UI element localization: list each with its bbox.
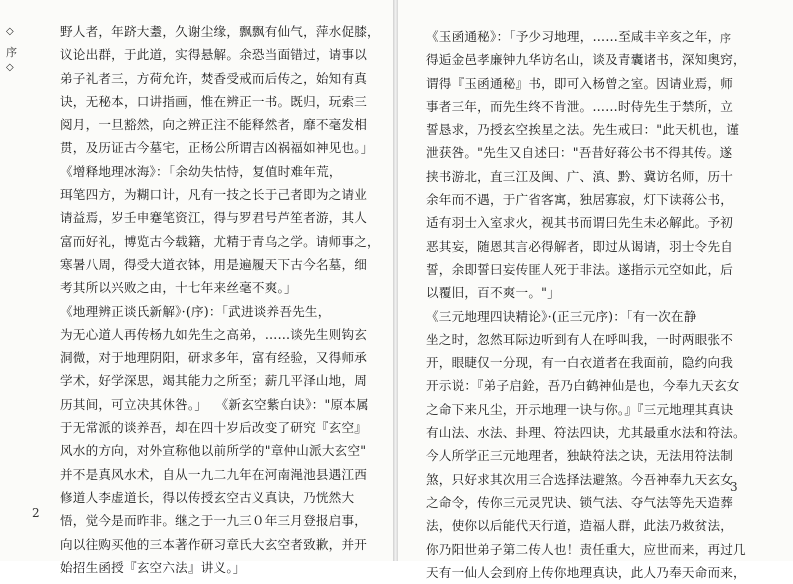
- right-page-text-line: 之命下来凡尘，开示地理一诀与你。』『三元地理其真诀: [426, 401, 734, 417]
- left-page-text-line: 议论出群，于此道，实得悬解。余恐当面错过，请事以: [60, 47, 368, 63]
- right-page: [398, 0, 793, 580]
- left-page-text-line: 富而好礼，博览古今载籍，尤精于青乌之学。请师事之，: [60, 233, 380, 249]
- right-page-text-line: 誓恳求，乃授玄空挨星之法。先生戒曰："此天机也，谨: [426, 122, 740, 138]
- right-page-text-line: 《玉函通秘》：「予少习地理，……至咸丰辛亥之年，: [426, 29, 721, 44]
- left-page-text-line: 为无心道人再传杨九如先生之高弟，……谈先生则钩玄: [60, 326, 368, 342]
- left-page-text-line: 《地理辨正谈氏新解》·(序)：「武进谈养吾先生，: [60, 303, 331, 319]
- left-page-text-line: 寒暑八周，得受大道衣钵，用是遍履天下古今名墓，细: [60, 256, 368, 272]
- left-page-text-line: 洞微，对于地理阴阳，研求多年，富有经验，又得师承: [60, 350, 368, 366]
- left-page-text-line: 《增释地理冰海》：「余幼失怙恃，复值时难年荒，: [60, 163, 342, 179]
- right-page-text-line: 泄获咎。"先生又自述曰："吾昔好蒋公书不得其传。遂: [426, 145, 733, 161]
- right-page-text-line: 你乃阳世弟子第二传人也！责任重大，应世而来，再过几: [426, 541, 746, 557]
- right-page-text-line: 天有一仙人会到府上传你地理真诀，此人乃奉天命而来，: [426, 564, 746, 580]
- left-page-text-line: 贯，及历证古今墓宅，正杨公所谓吉凶祸福如神见也。」: [60, 140, 374, 156]
- right-page-text-line: 有山法、水法、卦理、符法四诀，尤其最重水法和符法。: [426, 425, 746, 441]
- left-page-text-line: 风水的方向，对外宣称他以前所学的"章仲山派大玄空": [60, 443, 367, 459]
- right-page-text-line: 法，使你以后能代天行道，造福人群，此法乃救贫法，: [426, 518, 734, 534]
- left-page-text: [60, 20, 380, 579]
- right-page-text-line: 今人所学正三元地理者，独缺符法之诀，无法用符法制: [426, 448, 734, 464]
- left-page-text-line: 并不是真风水术，自从一九二九年在河南渑池县遇江西: [60, 466, 368, 482]
- right-page-text-line: 《三元地理四诀精论》·(正三元序)：「有一次在静: [426, 308, 697, 324]
- side-label-preface: 序: [720, 32, 731, 45]
- left-page: [0, 0, 393, 575]
- left-page-text-line: 于无常派的谈养吾，却在四十岁后改变了研究『玄空』: [60, 420, 368, 436]
- left-page-text-line: 阅月，一旦豁然，向之辨正注不能释然者，靡不毫发相: [60, 117, 368, 133]
- left-page-text-line: 历其间，可立决其休咎。」 《新玄空紫白诀》："原本属: [60, 396, 369, 412]
- left-page-text-line: 考其所以兴败之由，十七年来丝毫不爽。」: [60, 280, 297, 296]
- left-page-text-line: 珥笔四方，为糊口计，凡有一技之长于己者即为之请业: [60, 187, 368, 203]
- left-page-text-line: 诀，无秘本，口讲指画，惟在辨正一书。既归，玩索三: [60, 93, 368, 109]
- left-page-text-line: 修道人李虚道长，得以传授玄空古义真诀，乃恍然大: [60, 489, 355, 505]
- right-page-text-line: 之命令，传你三元灵咒诀、锁气法、夺气法等先天造葬: [426, 494, 734, 510]
- right-page-text-line: 谓得『玉函通秘』书，即可入杨曾之室。因请业焉，师: [426, 75, 734, 91]
- diamond-marker-icon: ◇: [6, 26, 14, 37]
- right-page-text-line: 煞，只好求其次用三合选择法避煞。今吾神奉九天玄女: [426, 471, 734, 487]
- right-page-text-line: 挟书游北，直三江及闽、广、滇、黔、冀访名师，历十: [426, 168, 734, 184]
- right-page-text-line: 开，眼睫仅一分现，有一白衣道者在我面前，隐约向我: [426, 355, 734, 371]
- side-label-preface: 序: [6, 46, 17, 59]
- left-page-text-line: 向以往购买他的三本著作研习章氏大玄空者致歉，并开: [60, 536, 368, 552]
- left-page-text-line: 野人者，年跻大耋，久谢尘缘，飘飘有仙气，萍水促膝，: [60, 24, 380, 39]
- left-page-text-line: 弟子礼者三，方荷允许，焚香受戒而后传之，始知有真: [60, 70, 368, 86]
- page-number-right: 3: [730, 480, 738, 494]
- right-page-text-line: 恶其妄，随恩其言必得解者，即过从谒请，羽士令先自: [426, 238, 734, 254]
- right-page-text-line: 事者三年，而先生终不肯泄。……时侍先生于禁所，立: [426, 98, 734, 114]
- right-page-text-line: 坐之时，忽然耳际边听到有人在呼叫我，一时两眼张不: [426, 331, 734, 347]
- right-page-text-line: 得逅金邑孝廉钟九华访名山，谈及青囊诸书，深知奥窍，: [426, 52, 746, 68]
- right-page-text: [426, 25, 746, 584]
- right-page-text-line: 余年而不遇，于广省客寓，独居寡寂，灯下读蒋公书，: [426, 192, 734, 208]
- diamond-marker-icon: ◇: [6, 62, 14, 73]
- left-page-text-line: 请益焉，岁壬申蹇笔资江，得与罗君号芦笙者游，其人: [60, 210, 368, 226]
- right-page-text-line: 誓，余即誓曰妄传匪人死于非法。遂指示元空如此，后: [426, 261, 734, 277]
- page-number-left: 2: [32, 506, 40, 520]
- right-page-text-line: 适有羽士入室求火，视其书而谓曰先生未必解此。予初: [426, 215, 734, 231]
- left-page-text-line: 学术，好学深思，竭其能力之所至；薪几平泽山地，周: [60, 373, 368, 389]
- right-page-text-line: 开示说：『弟子启銓，吾乃白鹤神仙是也，今奉九天玄女: [426, 378, 740, 394]
- left-page-text-line: 悟，觉今是而昨非。继之于一九三０年三月登报启事，: [60, 513, 368, 529]
- right-page-text-line: 以覆旧，百不爽一。"」: [426, 285, 560, 301]
- left-page-text-line: 始招生函授『玄空六法』讲义。」: [60, 559, 246, 575]
